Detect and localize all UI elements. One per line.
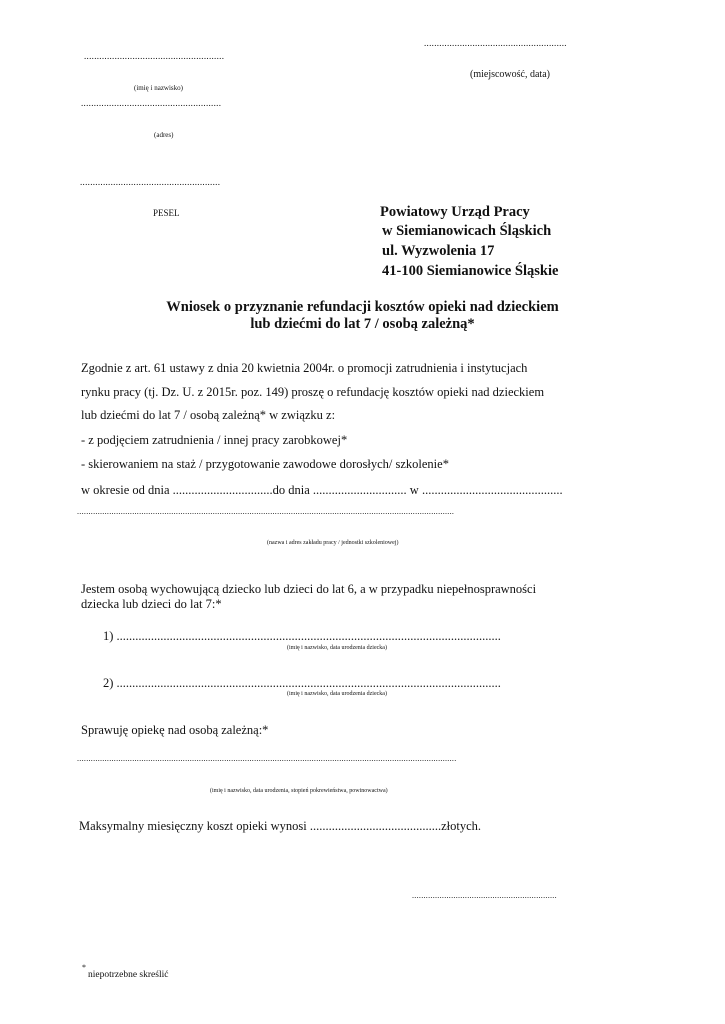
child1-label: (imię i nazwisko, data urodzenia dziecka) — [287, 645, 387, 651]
recipient-postcode: 41-100 Siemianowice Śląskie — [382, 263, 559, 279]
legal-basis-line3: lub dziećmi do lat 7 / osobą zależną* w związku z: — [81, 408, 336, 422]
name-field[interactable]: ....................................................... — [84, 51, 225, 61]
document-title-line1: Wniosek o przyznanie refundacji kosztów opieki nad dzieckiem — [166, 299, 559, 315]
legal-basis-line1: Zgodnie z art. 61 ustawy z dnia 20 kwietnia 2004r. o promocji zatrudnienia i instytucjach — [81, 361, 528, 375]
recipient-office: Powiatowy Urząd Pracy — [380, 204, 530, 220]
pesel-label: PESEL — [153, 208, 180, 218]
signature-field[interactable]: ............................................................... — [412, 891, 557, 900]
document-title-line2: lub dziećmi do lat 7 / osobą zależną* — [250, 316, 475, 332]
place-date-label: (miejscowość, data) — [470, 69, 550, 80]
name-label: (imię i nazwisko) — [134, 84, 183, 92]
max-cost-field[interactable]: Maksymalny miesięczny koszt opieki wynosi ..........................................złotych. — [79, 819, 482, 833]
reason-employment[interactable]: - z podjęciem zatrudnienia / innej pracy zarobkowej* — [81, 433, 348, 447]
employer-label: (nazwa i adres zakładu pracy / jednostki szkoleniowej) — [267, 540, 399, 546]
dependent-label: (imię i nazwisko, data urodzenia, stopień pokrewieństwa, powinowactwa) — [210, 788, 388, 794]
child1-field[interactable]: 1) ........................................................................................................................... — [103, 629, 501, 643]
dependent-field[interactable]: ..................................................................................................................................................................... — [77, 754, 457, 763]
recipient-city: w Siemianowicach Śląskich — [382, 223, 552, 239]
reason-internship[interactable]: - skierowaniem na staż / przygotowanie zawodowe dorosłych/ szkolenie* — [81, 457, 449, 471]
period-field[interactable]: w okresie od dnia ................................do dnia .............................. w ............................................. — [81, 483, 563, 497]
recipient-street: ul. Wyzwolenia 17 — [382, 243, 495, 259]
address-label: (adres) — [154, 131, 174, 139]
employer-field[interactable]: .................................................................................................................................................................... — [77, 507, 455, 516]
dependent-statement: Sprawuję opiekę nad osobą zależną:* — [81, 723, 269, 737]
footnote-mark: * — [82, 963, 86, 972]
address-field[interactable]: ....................................................... — [81, 98, 222, 108]
children-statement-line1: Jestem osobą wychowującą dziecko lub dzieci do lat 6, a w przypadku niepełnosprawności — [81, 582, 537, 596]
pesel-field[interactable]: ....................................................... — [80, 177, 221, 187]
children-statement-line2: dziecka lub dzieci do lat 7:* — [81, 597, 222, 611]
place-date-field[interactable]: ........................................................ — [424, 38, 567, 48]
child2-label: (imię i nazwisko, data urodzenia dziecka) — [287, 691, 387, 697]
footnote-text: niepotrzebne skreślić — [88, 970, 169, 980]
child2-field[interactable]: 2) ........................................................................................................................... — [103, 676, 501, 690]
legal-basis-line2: rynku pracy (tj. Dz. U. z 2015r. poz. 149) proszę o refundację kosztów opieki nad dzieckiem — [81, 385, 545, 399]
